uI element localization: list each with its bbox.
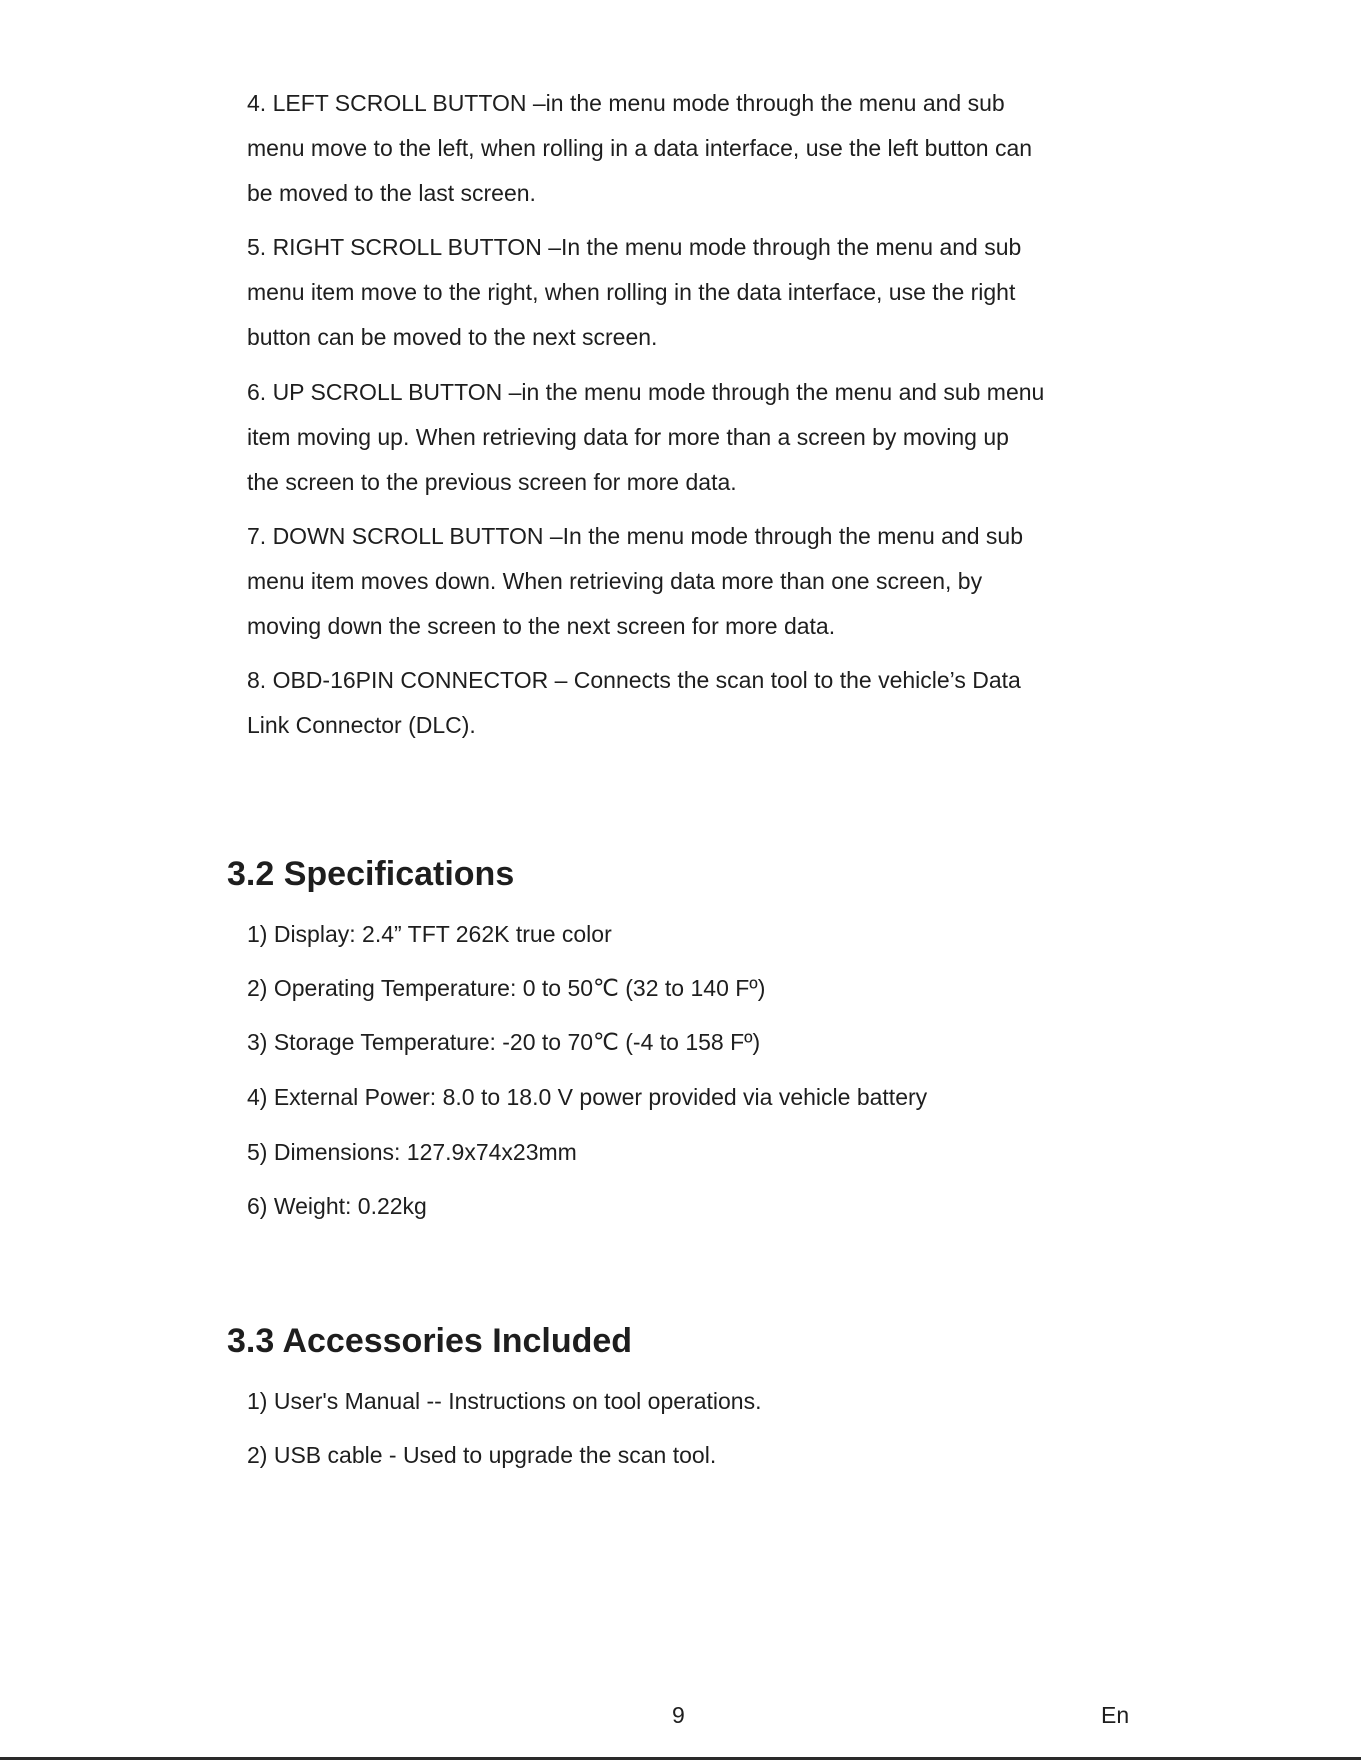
paragraph-line: 8. OBD-16PIN CONNECTOR – Connects the scan tool to the vehicle’s Data bbox=[247, 667, 1021, 693]
paragraph-line: 5. RIGHT SCROLL BUTTON –In the menu mode through the menu and sub bbox=[247, 234, 1022, 260]
spec-item: 4) External Power: 8.0 to 18.0 V power provided via vehicle battery bbox=[247, 1084, 928, 1110]
bottom-border bbox=[0, 1757, 1361, 1760]
paragraph-line: menu move to the left, when rolling in a data interface, use the left button can bbox=[247, 135, 1033, 161]
left-scroll-button-description bbox=[247, 81, 1147, 216]
spec-item: 1) Display: 2.4” TFT 262K true color bbox=[247, 921, 612, 947]
paragraph-line: item moving up. When retrieving data for more than a screen by moving up bbox=[247, 424, 1009, 450]
paragraph-line: the screen to the previous screen for more data. bbox=[247, 469, 737, 495]
down-scroll-button-description bbox=[247, 514, 1147, 649]
spec-item: 5) Dimensions: 127.9x74x23mm bbox=[247, 1139, 577, 1165]
spec-item: 6) Weight: 0.22kg bbox=[247, 1193, 427, 1219]
paragraph-line: 6. UP SCROLL BUTTON –in the menu mode through the menu and sub menu bbox=[247, 379, 1045, 405]
spec-item: 2) Operating Temperature: 0 to 50℃ (32 to 140 Fº) bbox=[247, 975, 766, 1001]
paragraph-line: moving down the screen to the next screen for more data. bbox=[247, 613, 836, 639]
specifications-heading: 3.2 Specifications bbox=[227, 855, 515, 893]
up-scroll-button-description bbox=[247, 370, 1147, 505]
accessory-item: 2) USB cable - Used to upgrade the scan tool. bbox=[247, 1442, 717, 1468]
paragraph-line: 7. DOWN SCROLL BUTTON –In the menu mode through the menu and sub bbox=[247, 523, 1023, 549]
right-scroll-button-description bbox=[247, 225, 1147, 360]
paragraph-line: Link Connector (DLC). bbox=[247, 712, 476, 738]
language-indicator: En bbox=[1101, 1702, 1130, 1728]
paragraph-line: be moved to the last screen. bbox=[247, 180, 536, 206]
paragraph-line: menu item move to the right, when rolling in the data interface, use the right bbox=[247, 279, 1016, 305]
accessories-heading: 3.3 Accessories Included bbox=[227, 1322, 633, 1360]
paragraph-line: 4. LEFT SCROLL BUTTON –in the menu mode through the menu and sub bbox=[247, 90, 1005, 116]
page-number: 9 bbox=[672, 1702, 685, 1728]
accessory-item: 1) User's Manual -- Instructions on tool operations. bbox=[247, 1388, 762, 1414]
spec-item: 3) Storage Temperature: -20 to 70℃ (-4 to 158 Fº) bbox=[247, 1029, 761, 1055]
obd-connector-description bbox=[247, 658, 1147, 748]
paragraph-line: menu item moves down. When retrieving data more than one screen, by bbox=[247, 568, 983, 594]
paragraph-line: button can be moved to the next screen. bbox=[247, 324, 658, 350]
